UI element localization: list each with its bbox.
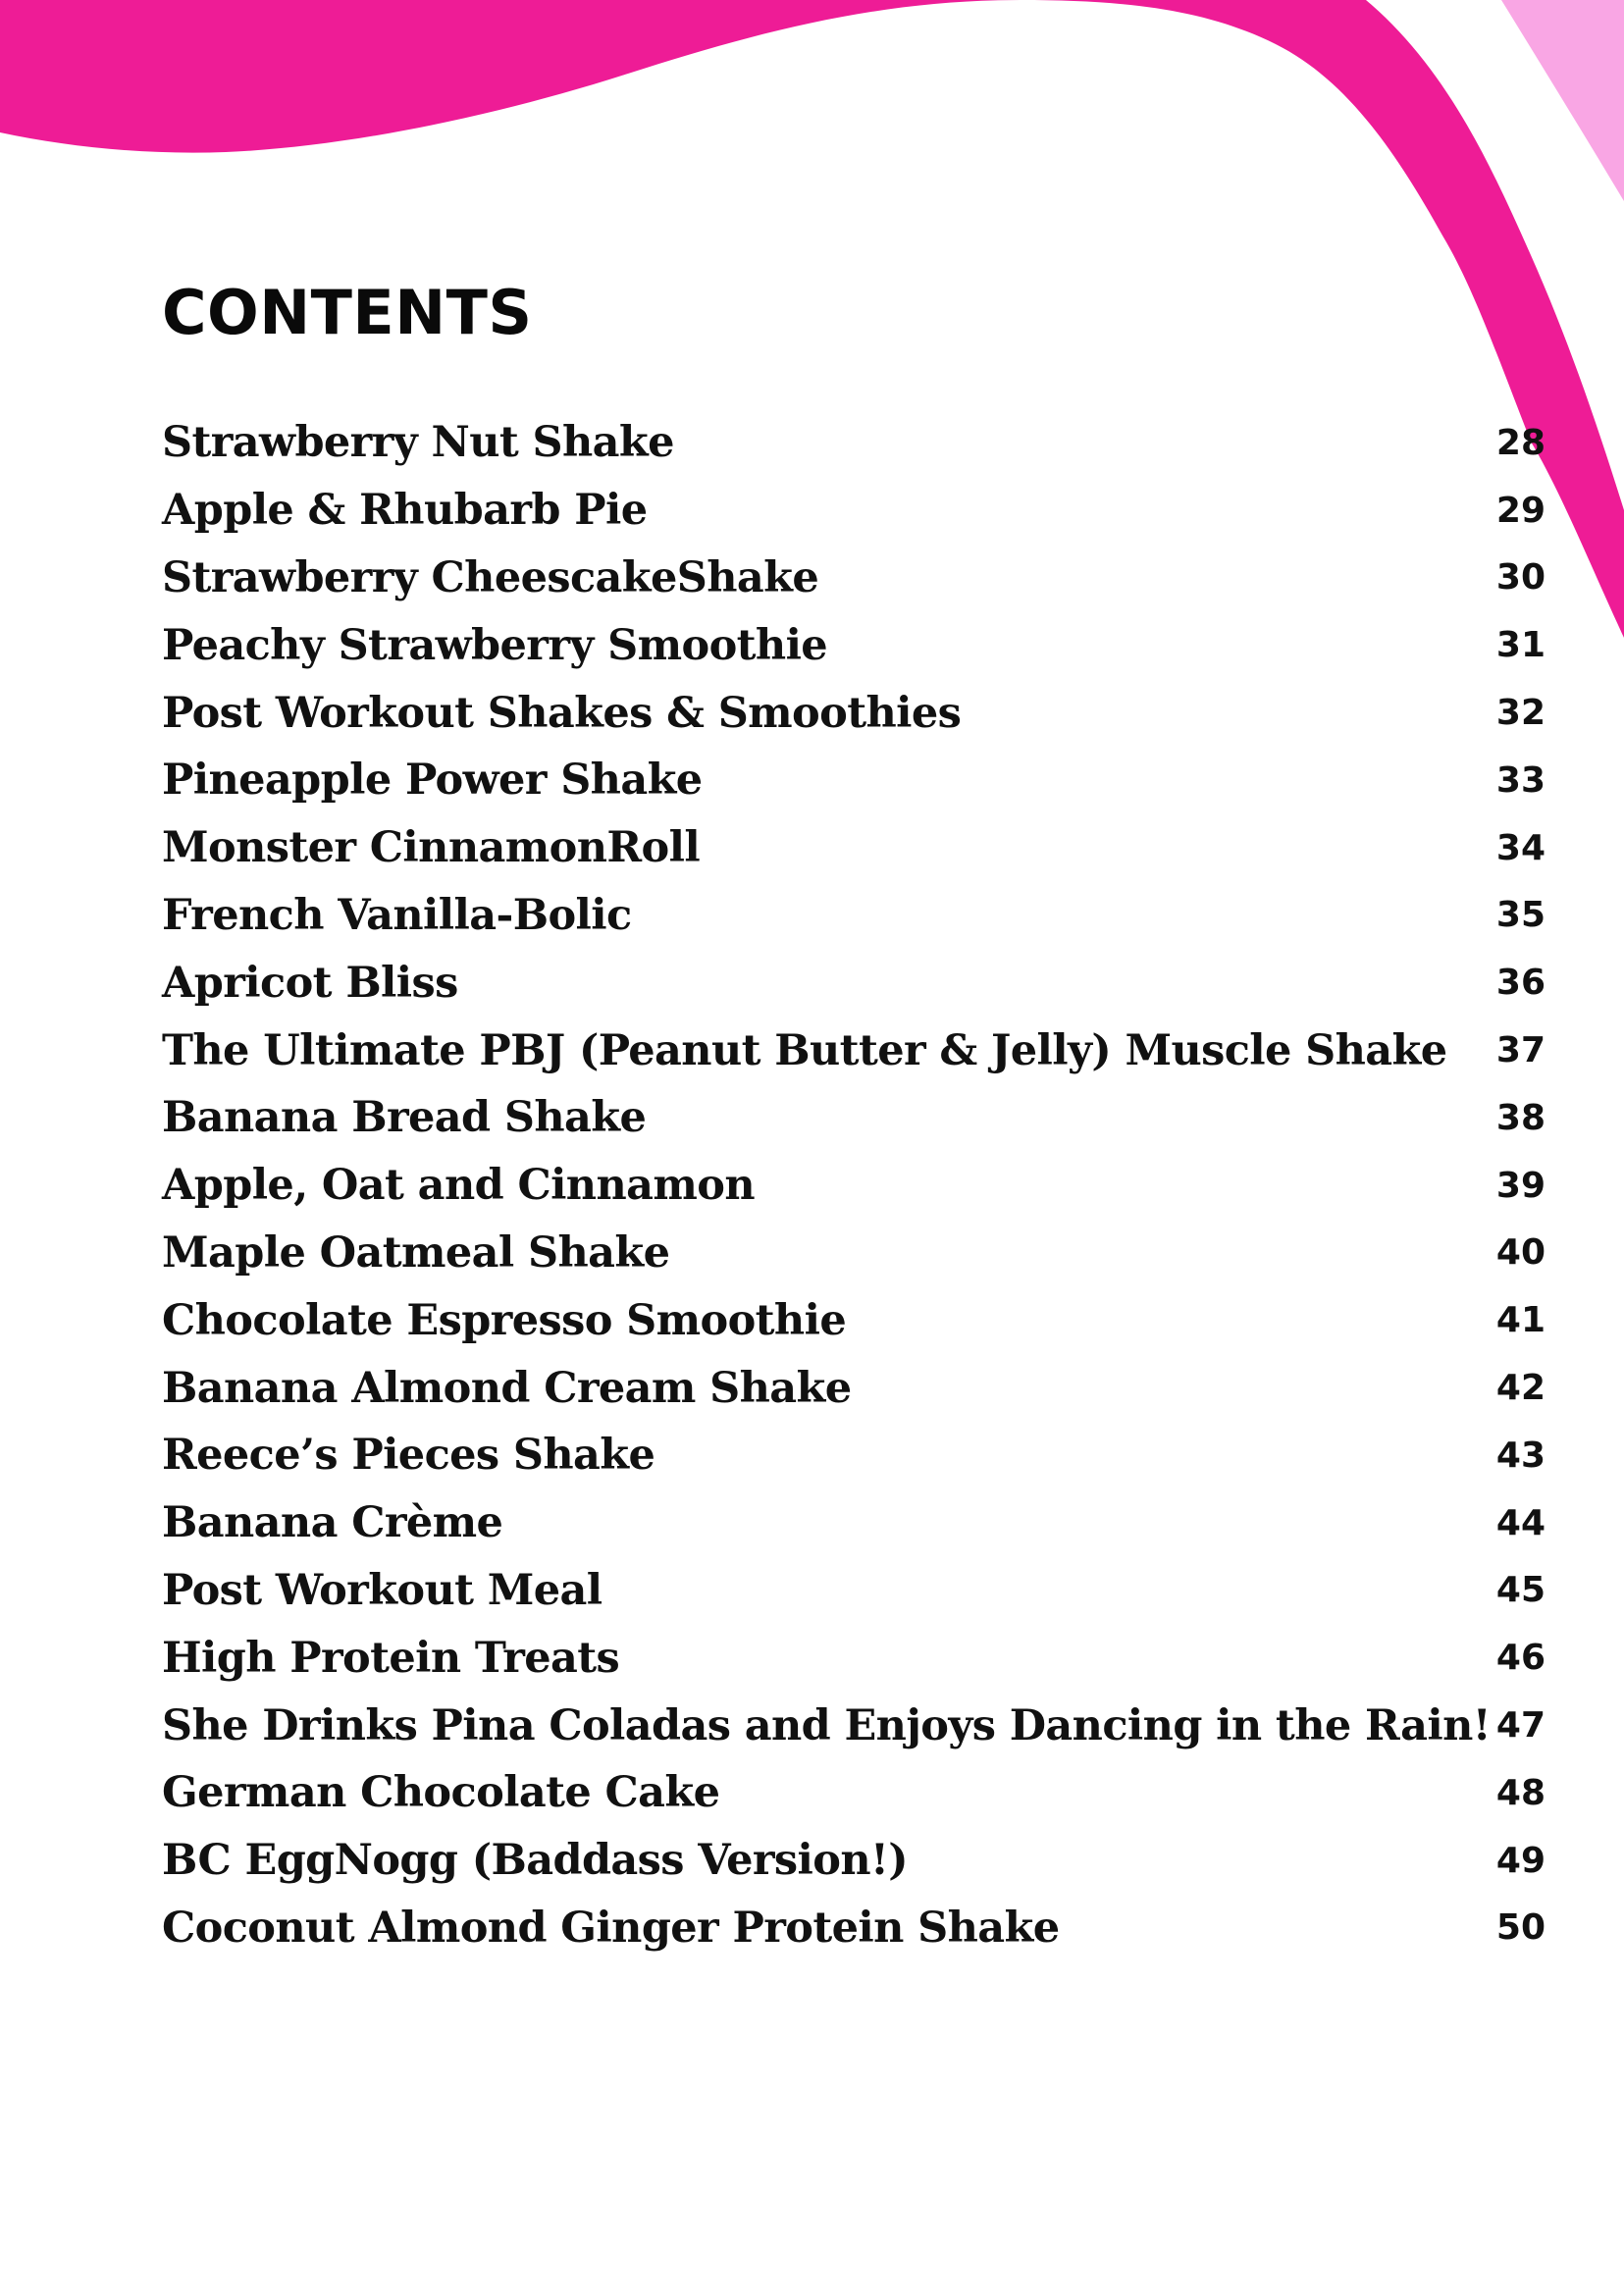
- toc-entry-page-number: 39: [1495, 1165, 1545, 1206]
- toc-entry-title: Post Workout Shakes & Smoothies: [162, 688, 962, 738]
- toc-entry-title: Strawberry Nut Shake: [162, 418, 674, 468]
- toc-entry-title: Banana Crème: [162, 1498, 503, 1548]
- toc-entry[interactable]: [162, 1286, 1550, 1354]
- toc-entry[interactable]: [162, 1354, 1550, 1422]
- toc-entry[interactable]: [162, 949, 1550, 1017]
- toc-entry-title: Apple & Rhubarb Pie: [162, 486, 648, 536]
- toc-entry-title: Reece’s Pieces Shake: [162, 1431, 655, 1481]
- toc-entry-page-number: 33: [1495, 759, 1545, 801]
- toc-entry-page-number: 32: [1495, 693, 1545, 734]
- toc-entry-title: German Chocolate Cake: [162, 1768, 720, 1818]
- toc-entry-title: Strawberry CheescakeShake: [162, 552, 819, 602]
- toc-entry[interactable]: [162, 679, 1550, 747]
- page-title: CONTENTS: [162, 277, 533, 348]
- toc-entry-page-number: 34: [1495, 827, 1545, 868]
- toc-entry[interactable]: [162, 1557, 1550, 1625]
- toc-entry-page-number: 49: [1495, 1840, 1545, 1881]
- toc-entry-title: Coconut Almond Ginger Protein Shake: [162, 1903, 1060, 1953]
- toc-entry[interactable]: [162, 882, 1550, 950]
- toc-entry[interactable]: [162, 1624, 1550, 1692]
- toc-entry[interactable]: [162, 1152, 1550, 1220]
- toc-entry-title: High Protein Treats: [162, 1633, 620, 1683]
- toc-entry[interactable]: [162, 1084, 1550, 1152]
- toc-entry-title: Monster CinnamonRoll: [162, 823, 701, 873]
- toc-entry-page-number: 45: [1495, 1570, 1545, 1611]
- toc-entry[interactable]: [162, 477, 1550, 545]
- toc-entry-title: Maple Oatmeal Shake: [162, 1227, 670, 1278]
- toc-entry-page-number: 36: [1495, 963, 1545, 1004]
- toc-entry-title: The Ultimate PBJ (Peanut Butter & Jelly) Muscle Shake: [162, 1025, 1447, 1075]
- toc-entry[interactable]: [162, 1489, 1550, 1557]
- toc-entry[interactable]: [162, 814, 1550, 882]
- toc-entry-page-number: 38: [1495, 1097, 1545, 1138]
- toc-entry-page-number: 35: [1495, 895, 1545, 936]
- toc-entry-page-number: 47: [1495, 1705, 1545, 1747]
- toc-entry[interactable]: [162, 1759, 1550, 1827]
- toc-entry-page-number: 50: [1495, 1907, 1545, 1949]
- toc-entry-title: Post Workout Meal: [162, 1565, 602, 1615]
- toc-entry[interactable]: [162, 1220, 1550, 1287]
- toc-entry-page-number: 46: [1495, 1638, 1545, 1679]
- toc-entry[interactable]: [162, 747, 1550, 814]
- toc-entry-title: Pineapple Power Shake: [162, 756, 703, 806]
- toc-entry-title: Banana Bread Shake: [162, 1093, 647, 1143]
- toc-entry-page-number: 29: [1495, 490, 1545, 531]
- toc-entry-page-number: 40: [1495, 1232, 1545, 1274]
- toc-entry[interactable]: [162, 409, 1550, 477]
- toc-entry[interactable]: [162, 1895, 1550, 1962]
- table-of-contents: [162, 409, 1550, 1961]
- toc-entry-title: Chocolate Espresso Smoothie: [162, 1295, 847, 1345]
- toc-entry-page-number: 48: [1495, 1772, 1545, 1813]
- toc-entry-page-number: 43: [1495, 1435, 1545, 1476]
- toc-entry-page-number: 31: [1495, 625, 1545, 666]
- toc-entry-title: French Vanilla-Bolic: [162, 890, 632, 940]
- toc-entry[interactable]: [162, 1422, 1550, 1489]
- toc-entry-title: She Drinks Pina Coladas and Enjoys Dancing in the Rain!: [162, 1700, 1492, 1750]
- toc-entry-title: Apricot Bliss: [162, 958, 458, 1008]
- toc-entry-page-number: 41: [1495, 1300, 1545, 1341]
- toc-entry[interactable]: [162, 1017, 1550, 1084]
- toc-entry[interactable]: [162, 1827, 1550, 1895]
- toc-entry[interactable]: [162, 611, 1550, 679]
- toc-entry-title: Peachy Strawberry Smoothie: [162, 620, 828, 670]
- toc-entry-title: BC EggNogg (Baddass Version!): [162, 1836, 909, 1886]
- toc-entry-title: Apple, Oat and Cinnamon: [162, 1161, 756, 1211]
- toc-entry-page-number: 44: [1495, 1502, 1545, 1543]
- toc-entry-page-number: 30: [1495, 557, 1545, 599]
- toc-entry[interactable]: [162, 1692, 1550, 1759]
- toc-entry-page-number: 37: [1495, 1030, 1545, 1071]
- toc-entry-title: Banana Almond Cream Shake: [162, 1363, 852, 1413]
- toc-entry-page-number: 42: [1495, 1368, 1545, 1409]
- toc-entry-page-number: 28: [1495, 422, 1545, 463]
- toc-entry[interactable]: [162, 545, 1550, 612]
